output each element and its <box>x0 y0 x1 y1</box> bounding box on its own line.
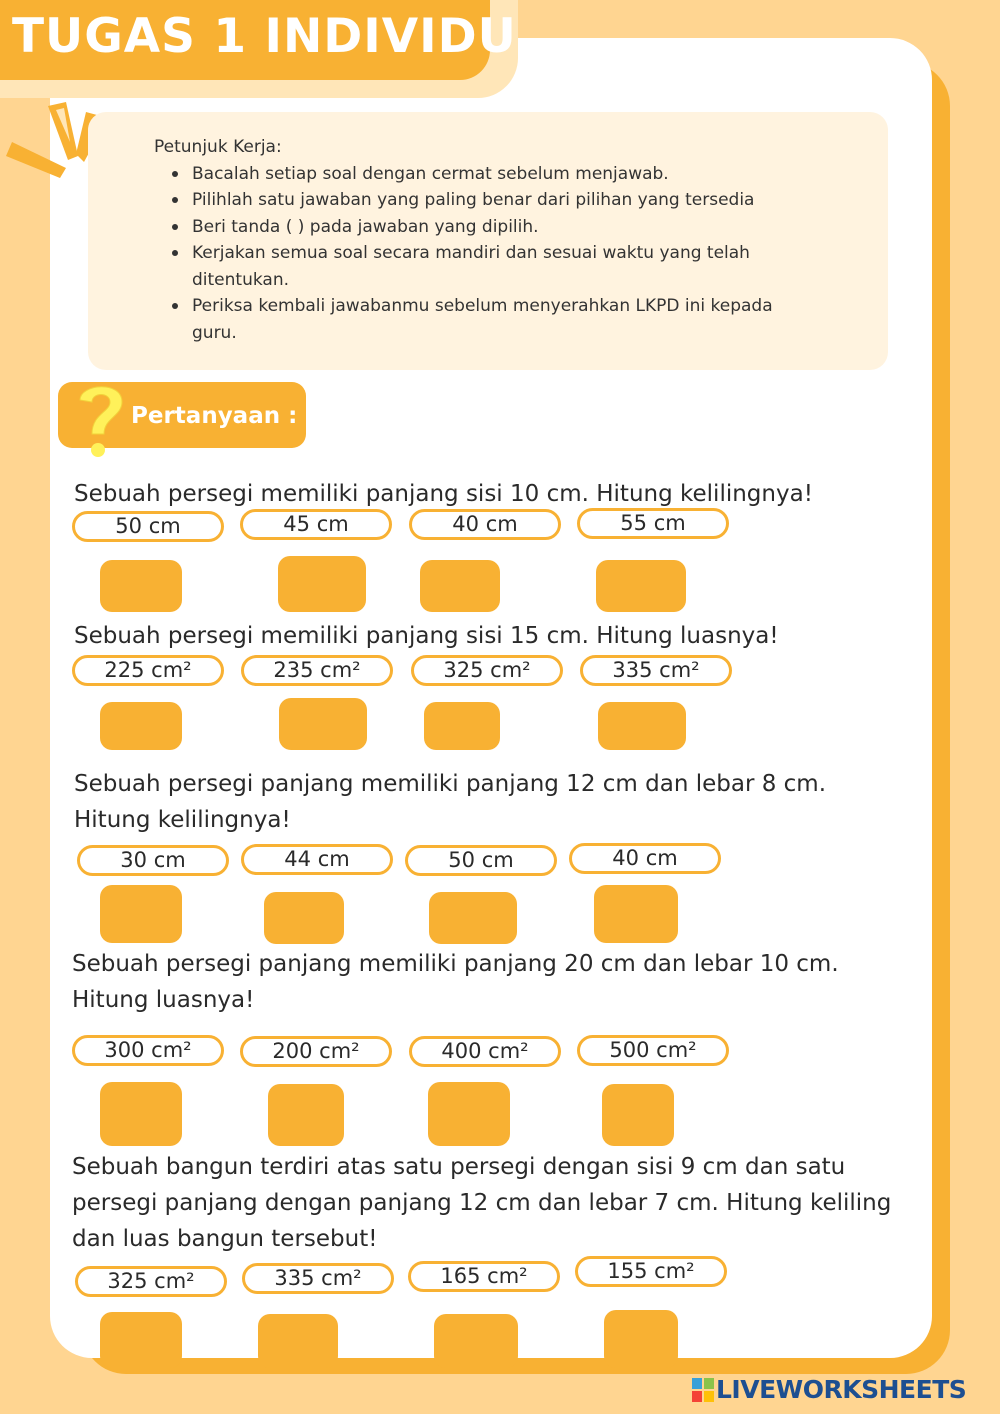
title-banner <box>0 0 517 80</box>
question-5-line-3: dan luas bangun tersebut! <box>72 1226 378 1252</box>
q1-option-a[interactable]: 50 cm <box>72 511 224 542</box>
q4-answer-box-a[interactable] <box>100 1082 182 1146</box>
question-3-line-1: Sebuah persegi panjang memiliki panjang 12 cm dan lebar 8 cm. <box>74 771 827 797</box>
q2-option-b[interactable]: 235 cm² <box>241 655 393 686</box>
instructions-heading: Petunjuk Kerja: <box>154 137 282 157</box>
q1-option-d[interactable]: 55 cm <box>577 508 729 539</box>
q2-option-a[interactable]: 225 cm² <box>72 655 224 686</box>
instruction-item: Bacalah setiap soal dengan cermat sebelum menjawab. <box>154 161 814 188</box>
q2-option-d[interactable]: 335 cm² <box>580 655 732 686</box>
q2-answer-box-d[interactable] <box>598 702 686 750</box>
question-3-line-2: Hitung kelilingnya! <box>74 807 291 833</box>
liveworksheets-logo-icon <box>692 1378 714 1402</box>
q2-answer-box-b[interactable] <box>279 698 367 750</box>
q3-option-a[interactable]: 30 cm <box>77 845 229 876</box>
instruction-item: Beri tanda ( ) pada jawaban yang dipilih. <box>154 214 814 241</box>
q2-answer-box-a[interactable] <box>100 702 182 750</box>
instruction-item: Kerjakan semua soal secara mandiri dan sesuai waktu yang telah ditentukan. <box>154 240 814 293</box>
question-4-line-1: Sebuah persegi panjang memiliki panjang 20 cm dan lebar 10 cm. <box>72 951 839 977</box>
instructions-panel <box>88 112 888 370</box>
q3-option-b[interactable]: 44 cm <box>241 844 393 875</box>
q4-answer-box-c[interactable] <box>428 1082 510 1146</box>
q5-option-a[interactable]: 325 cm² <box>75 1266 227 1297</box>
q5-option-c[interactable]: 165 cm² <box>408 1261 560 1292</box>
q3-option-c[interactable]: 50 cm <box>405 845 557 876</box>
q5-answer-box-c[interactable] <box>434 1314 518 1368</box>
q4-option-d[interactable]: 500 cm² <box>577 1035 729 1066</box>
q5-option-b[interactable]: 335 cm² <box>242 1263 394 1294</box>
question-1-text: Sebuah persegi memiliki panjang sisi 10 cm. Hitung kelilingnya! <box>74 481 813 507</box>
instructions-list <box>154 161 888 347</box>
q4-answer-box-b[interactable] <box>268 1084 344 1146</box>
q1-option-b[interactable]: 45 cm <box>240 509 392 540</box>
q3-answer-box-c[interactable] <box>429 892 517 944</box>
instruction-item: Periksa kembali jawabanmu sebelum menyerahkan LKPD ini kepada guru. <box>154 293 814 346</box>
q4-option-b[interactable]: 200 cm² <box>240 1036 392 1067</box>
q5-answer-box-d[interactable] <box>604 1310 678 1368</box>
q5-option-d[interactable]: 155 cm² <box>575 1256 727 1287</box>
q4-option-c[interactable]: 400 cm² <box>409 1036 561 1067</box>
q1-answer-box-a[interactable] <box>100 560 182 612</box>
question-5-line-1: Sebuah bangun terdiri atas satu persegi dengan sisi 9 cm dan satu <box>72 1154 846 1180</box>
q5-answer-box-b[interactable] <box>258 1314 338 1368</box>
q3-answer-box-d[interactable] <box>594 885 678 943</box>
question-5-line-2: persegi panjang dengan panjang 12 cm dan lebar 7 cm. Hitung keliling <box>72 1190 892 1216</box>
q2-option-c[interactable]: 325 cm² <box>411 655 563 686</box>
q1-answer-box-d[interactable] <box>596 560 686 612</box>
q1-option-c[interactable]: 40 cm <box>409 509 561 540</box>
q4-answer-box-d[interactable] <box>602 1084 674 1146</box>
q1-answer-box-b[interactable] <box>278 556 366 612</box>
q3-option-d[interactable]: 40 cm <box>569 843 721 874</box>
question-4-line-2: Hitung luasnya! <box>72 987 255 1013</box>
liveworksheets-brand: LIVEWORKSHEETS <box>716 1375 967 1404</box>
q2-answer-box-c[interactable] <box>424 702 500 750</box>
q4-option-a[interactable]: 300 cm² <box>72 1035 224 1066</box>
questions-label: Pertanyaan : <box>131 403 298 429</box>
q5-answer-box-a[interactable] <box>100 1312 182 1368</box>
question-2-text: Sebuah persegi memiliki panjang sisi 15 cm. Hitung luasnya! <box>74 623 779 649</box>
page-title: TUGAS 1 INDIVIDU <box>12 9 517 64</box>
q1-answer-box-c[interactable] <box>420 560 500 612</box>
question-mark-icon <box>70 378 132 462</box>
q3-answer-box-a[interactable] <box>100 885 182 943</box>
q3-answer-box-b[interactable] <box>264 892 344 944</box>
instruction-item: Pilihlah satu jawaban yang paling benar dari pilihan yang tersedia <box>154 187 814 214</box>
